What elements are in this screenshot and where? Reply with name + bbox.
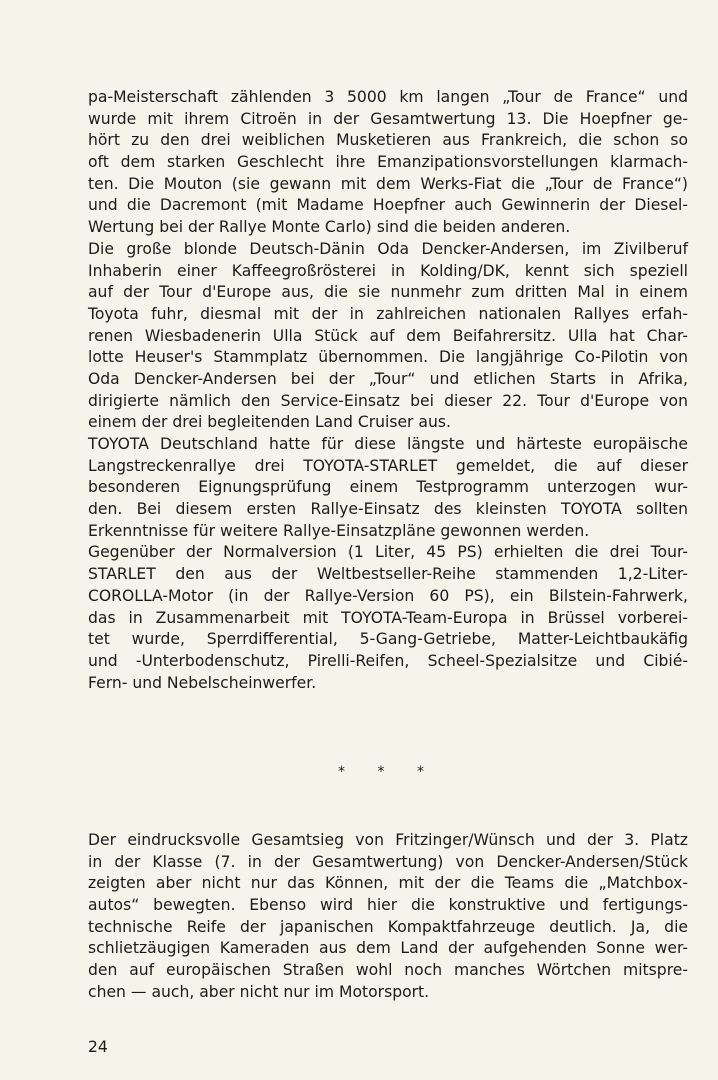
body-text-top: [88, 87, 688, 694]
text-line: schlietzäugigen Kameraden aus dem Land der aufgehenden Sonne wer-: [88, 939, 688, 958]
body-text-bottom: [88, 830, 688, 1004]
text-line: chen — auch, aber nicht nur im Motorsport.: [88, 982, 430, 1001]
text-line: Gegenüber der Normalversion (1 Liter, 45 PS) erhielten die drei Tour-: [88, 543, 688, 562]
text-line: in der Klasse (7. in der Gesamtwertung) von Dencker-Andersen/Stück: [88, 852, 688, 871]
page-number: 24: [88, 1038, 108, 1056]
text-line: Fern- und Nebelscheinwerfer.: [88, 673, 317, 692]
section-separator: * * *: [338, 764, 438, 780]
text-line: tet wurde, Sperrdifferential, 5-Gang-Getriebe, Matter-Leichtbaukäfig: [88, 630, 688, 649]
text-line: Inhaberin einer Kaffeegroßrösterei in Kolding/DK, kennt sich speziell: [88, 261, 688, 280]
text-line: ten. Die Mouton (sie gewann mit dem Werks-Fiat die „Tour de France“): [88, 174, 688, 193]
text-line: lotte Heuser's Stammplatz übernommen. Die langjährige Co-Pilotin von: [88, 348, 688, 367]
text-line: Der eindrucksvolle Gesamtsieg von Fritzinger/Wünsch und der 3. Platz: [88, 831, 688, 849]
text-line: Oda Dencker-Andersen bei der „Tour“ und etlichen Starts in Afrika,: [88, 369, 688, 388]
text-line: wurde mit ihrem Citroën in der Gesamtwertung 13. Die Hoepfner ge-: [88, 109, 688, 128]
text-line: Erkenntnisse für weitere Rallye-Einsatzpläne gewonnen werden.: [88, 521, 590, 540]
text-line: Die große blonde Deutsch-Dänin Oda Dencker-Andersen, im Zivilberuf: [88, 239, 688, 258]
text-line: autos“ bewegten. Ebenso wird hier die konstruktive und fertigungs-: [88, 896, 688, 915]
text-line: oft dem starken Geschlecht ihre Emanzipationsvorstellungen klarmach-: [88, 153, 688, 172]
text-line: pa-Meisterschaft zählenden 3 5000 km langen „Tour de France“ und: [88, 88, 688, 106]
text-line: TOYOTA Deutschland hatte für diese längste und härteste europäische: [88, 435, 688, 453]
text-line: technische Reife der japanischen Kompaktfahrzeuge deutlich. Ja, die: [88, 917, 688, 936]
text-line: einem der drei begleitenden Land Cruiser aus.: [88, 413, 451, 432]
text-line: besonderen Eignungsprüfung einem Testprogramm unterzogen wur-: [88, 478, 688, 497]
text-line: Wertung bei der Rallye Monte Carlo) sind die beiden anderen.: [88, 218, 571, 237]
text-line: den. Bei diesem ersten Rallye-Einsatz des kleinsten TOYOTA sollten: [88, 500, 688, 519]
text-line: COROLLA-Motor (in der Rallye-Version 60 PS), ein Bilstein-Fahrwerk,: [88, 586, 688, 605]
text-line: STARLET den aus der Weltbestseller-Reihe stammenden 1,2-Liter-: [88, 565, 688, 584]
text-line: den auf europäischen Straßen wohl noch manches Wörtchen mitspre-: [88, 961, 688, 980]
text-line: zeigten aber nicht nur das Können, mit der die Teams die „Matchbox-: [88, 874, 688, 893]
text-line: renen Wiesbadenerin Ulla Stück auf dem Beifahrersitz. Ulla hat Char-: [88, 326, 688, 345]
text-line: das in Zusammenarbeit mit TOYOTA-Team-Europa in Brüssel vorberei-: [88, 608, 688, 627]
text-line: auf der Tour d'Europe aus, die sie nunmehr zum dritten Mal in einem: [88, 283, 688, 302]
text-line: dirigierte nämlich den Service-Einsatz bei dieser 22. Tour d'Europe von: [88, 391, 688, 410]
text-line: hört zu den drei weiblichen Musketieren aus Frankreich, die schon so: [88, 131, 688, 150]
text-line: und die Dacremont (mit Madame Hoepfner auch Gewinnerin der Diesel-: [88, 196, 688, 215]
text-line: Toyota fuhr, diesmal mit der in zahlreichen nationalen Rallyes erfah-: [88, 304, 688, 323]
text-line: Langstreckenrallye drei TOYOTA-STARLET gemeldet, die auf dieser: [88, 456, 688, 475]
text-line: und -Unterbodenschutz, Pirelli-Reifen, Scheel-Spezialsitze und Cibié-: [88, 651, 688, 670]
